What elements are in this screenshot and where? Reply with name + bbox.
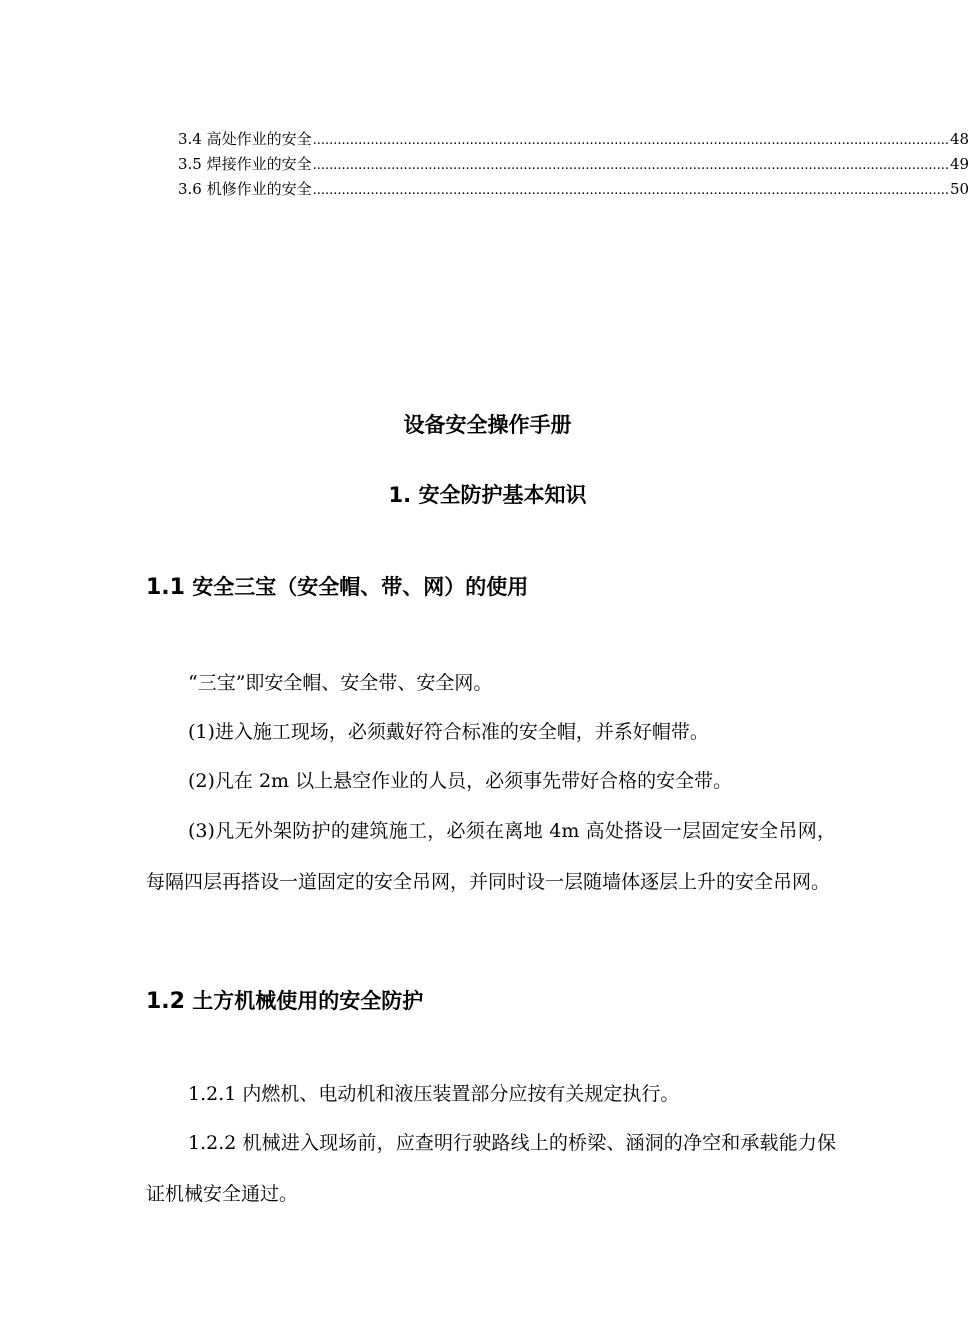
toc-leader-dots: .......................................................................................................................................................... bbox=[312, 183, 950, 198]
section-heading-1-2 bbox=[146, 984, 423, 1019]
toc-entry-label: 3.6 机修作业的安全 bbox=[178, 180, 312, 198]
table-of-contents bbox=[178, 127, 970, 202]
chapter-heading bbox=[0, 478, 975, 512]
paragraph: (1)进入施工现场，必须戴好符合标准的安全帽，并系好帽带。 bbox=[188, 721, 709, 743]
toc-entry-page: 50 bbox=[950, 180, 970, 198]
toc-entry[interactable] bbox=[178, 177, 970, 202]
toc-entry[interactable] bbox=[178, 152, 970, 177]
section-title: 安全三宝（安全帽、带、网）的使用 bbox=[192, 575, 529, 599]
toc-entry-page: 49 bbox=[950, 155, 970, 173]
section-heading-1-1 bbox=[146, 570, 528, 605]
toc-leader-dots: .......................................................................................................................................................... bbox=[312, 158, 950, 173]
toc-entry-label: 3.4 高处作业的安全 bbox=[178, 130, 312, 148]
paragraph: 1.2.1 内燃机、电动机和液压装置部分应按有关规定执行。 bbox=[188, 1083, 680, 1105]
toc-entry[interactable] bbox=[178, 127, 970, 152]
document-title: 设备安全操作手册 bbox=[403, 413, 572, 437]
paragraph: (2)凡在 2m 以上悬空作业的人员，必须事先带好合格的安全带。 bbox=[188, 770, 733, 792]
toc-leader-dots: .......................................................................................................................................................... bbox=[312, 133, 950, 148]
chapter-title: 安全防护基本知识 bbox=[418, 483, 587, 507]
toc-entry-page: 48 bbox=[950, 130, 970, 148]
section-title: 土方机械使用的安全防护 bbox=[192, 989, 424, 1013]
section-number: 1.2 bbox=[146, 989, 185, 1014]
paragraph: “三宝”即安全帽、安全带、安全网。 bbox=[188, 672, 493, 694]
chapter-number: 1. bbox=[388, 483, 412, 507]
toc-entry-label: 3.5 焊接作业的安全 bbox=[178, 155, 312, 173]
section-number: 1.1 bbox=[146, 575, 185, 600]
paragraph: (3)凡无外架防护的建筑施工，必须在离地 4m 高处搭设一层固定安全吊网，每隔四层再搭设一道固定的安全吊网，并同时设一层随墙体逐层上升的安全吊网。 bbox=[146, 820, 836, 893]
paragraph: 1.2.2 机械进入现场前，应查明行驶路线上的桥梁、涵洞的净空和承载能力保证机械安全通过。 bbox=[146, 1132, 836, 1205]
